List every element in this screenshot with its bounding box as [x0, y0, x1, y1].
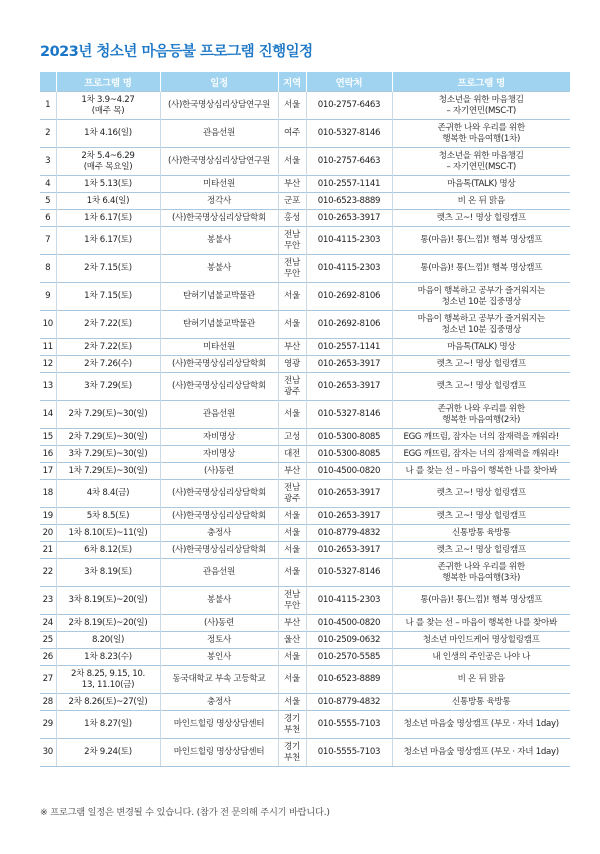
cell-round: 3차 7.29(토) [56, 373, 160, 401]
cell-program: 청소년을 위한 마음챙김 – 자기연민(MSC-T) [392, 92, 570, 120]
cell-round: 6차 8.12(토) [56, 542, 160, 559]
cell-phone: 010-2570-5585 [306, 649, 392, 666]
cell-phone: 010-5300-8085 [306, 429, 392, 446]
cell-round: 1차 7.29(토)~30(일) [56, 463, 160, 480]
cell-no: 17 [40, 463, 56, 480]
cell-no: 26 [40, 649, 56, 666]
column-header-program-name: 프로그램 명 [392, 72, 570, 92]
cell-phone: 010-6523-8889 [306, 193, 392, 210]
cell-organizer: 봉불사 [160, 587, 278, 615]
cell-phone: 010-4500-0820 [306, 615, 392, 632]
cell-region: 서울 [278, 559, 306, 587]
cell-region: 고성 [278, 429, 306, 446]
cell-program: 내 인생의 주인공은 나야 나 [392, 649, 570, 666]
cell-organizer: (사)한국명상심리상담학회 [160, 356, 278, 373]
cell-region: 서울 [278, 401, 306, 429]
cell-organizer: 자비명상 [160, 446, 278, 463]
cell-round: 1차 8.27(일) [56, 711, 160, 739]
cell-phone: 010-4115-2303 [306, 227, 392, 255]
table-row [40, 401, 570, 429]
cell-region: 서울 [278, 694, 306, 711]
cell-program: 청소년 마인드케어 명상힐링캠프 [392, 632, 570, 649]
table-row [40, 176, 570, 193]
cell-organizer: 탄허기념불교박물관 [160, 283, 278, 311]
cell-round: 2차 7.29(토)~30(일) [56, 429, 160, 446]
cell-program: 렛츠 고~! 명상 힐링캠프 [392, 542, 570, 559]
cell-program: 통(마음)! 통(느낌)! 행복 명상캠프 [392, 255, 570, 283]
cell-organizer: 충정사 [160, 525, 278, 542]
cell-round: 1차 6.17(토) [56, 227, 160, 255]
cell-phone: 010-4500-0820 [306, 463, 392, 480]
cell-round: 2차 7.22(토) [56, 339, 160, 356]
cell-region: 여주 [278, 120, 306, 148]
table-row [40, 429, 570, 446]
cell-phone: 010-2653-3917 [306, 542, 392, 559]
cell-region: 전남 무안 [278, 587, 306, 615]
table-row [40, 632, 570, 649]
table-row [40, 615, 570, 632]
cell-phone: 010-5327-8146 [306, 401, 392, 429]
cell-round: 1차 4.16(일) [56, 120, 160, 148]
cell-phone: 010-2557-1141 [306, 176, 392, 193]
cell-region: 홍성 [278, 210, 306, 227]
cell-no: 3 [40, 148, 56, 176]
table-row [40, 739, 570, 767]
cell-round: 2차 7.15(토) [56, 255, 160, 283]
cell-program: 렛츠 고~! 명상 힐링캠프 [392, 508, 570, 525]
cell-round: 3차 7.29(토)~30(일) [56, 446, 160, 463]
cell-phone: 010-5555-7103 [306, 711, 392, 739]
page-title: 2023년 청소년 마음등불 프로그램 진행일정 [40, 44, 313, 60]
cell-region: 대전 [278, 446, 306, 463]
cell-organizer: 봉불사 [160, 255, 278, 283]
cell-no: 27 [40, 666, 56, 694]
cell-organizer: 미타선원 [160, 176, 278, 193]
cell-round: 3차 8.19(토) [56, 559, 160, 587]
cell-organizer: (사)한국명상심리상담학회 [160, 542, 278, 559]
cell-organizer: 충정사 [160, 694, 278, 711]
cell-region: 서울 [278, 649, 306, 666]
cell-region: 울산 [278, 632, 306, 649]
cell-round: 2차 9.24(토) [56, 739, 160, 767]
cell-no: 30 [40, 739, 56, 767]
cell-program: 비 온 뒤 맑음 [392, 666, 570, 694]
cell-no: 16 [40, 446, 56, 463]
cell-phone: 010-2653-3917 [306, 373, 392, 401]
cell-phone: 010-2653-3917 [306, 356, 392, 373]
cell-program: 신통방통 육방통 [392, 525, 570, 542]
table-row [40, 694, 570, 711]
table-row [40, 193, 570, 210]
cell-round: 1차 5.13(토) [56, 176, 160, 193]
cell-no: 5 [40, 193, 56, 210]
cell-organizer: (사)동련 [160, 463, 278, 480]
cell-no: 23 [40, 587, 56, 615]
cell-organizer: 관음선원 [160, 401, 278, 429]
schedule-table [40, 72, 570, 767]
cell-no: 14 [40, 401, 56, 429]
cell-no: 20 [40, 525, 56, 542]
cell-program: EGG 깨뜨림, 잠자는 너의 잠재력을 깨워라! [392, 429, 570, 446]
cell-region: 부산 [278, 339, 306, 356]
cell-region: 부산 [278, 615, 306, 632]
table-row [40, 463, 570, 480]
cell-program: 마음톡(TALK) 명상 [392, 176, 570, 193]
cell-round: 1차 8.23(수) [56, 649, 160, 666]
table-row [40, 373, 570, 401]
cell-organizer: (사)한국명상심리상담연구원 [160, 148, 278, 176]
cell-phone: 010-4115-2303 [306, 587, 392, 615]
cell-organizer: 관음선원 [160, 120, 278, 148]
cell-no: 6 [40, 210, 56, 227]
cell-region: 서울 [278, 311, 306, 339]
cell-no: 19 [40, 508, 56, 525]
table-row [40, 711, 570, 739]
cell-no: 25 [40, 632, 56, 649]
table-row [40, 587, 570, 615]
cell-phone: 010-2653-3917 [306, 210, 392, 227]
cell-round: 2차 8.25, 9.15, 10. 13, 11.10(금) [56, 666, 160, 694]
cell-region: 서울 [278, 92, 306, 120]
cell-organizer: 동국대학교 부속 고등학교 [160, 666, 278, 694]
cell-no: 21 [40, 542, 56, 559]
cell-phone: 010-2757-6463 [306, 148, 392, 176]
cell-program: 통(마음)! 통(느낌)! 행복 명상캠프 [392, 227, 570, 255]
cell-round: 1차 8.10(토)~11(일) [56, 525, 160, 542]
cell-program: 렛츠 고~! 명상 힐링캠프 [392, 373, 570, 401]
cell-organizer: 마인드힐링 명상상담센터 [160, 739, 278, 767]
cell-region: 경기 부천 [278, 711, 306, 739]
cell-phone: 010-2653-3917 [306, 508, 392, 525]
cell-no: 10 [40, 311, 56, 339]
column-header-no [40, 72, 56, 92]
cell-program: 신통방통 육방통 [392, 694, 570, 711]
table-row [40, 120, 570, 148]
cell-phone: 010-2509-0632 [306, 632, 392, 649]
cell-no: 22 [40, 559, 56, 587]
cell-phone: 010-5555-7103 [306, 739, 392, 767]
cell-no: 13 [40, 373, 56, 401]
cell-no: 7 [40, 227, 56, 255]
cell-region: 부산 [278, 463, 306, 480]
column-header-program-round: 프로그램 명 [56, 72, 160, 92]
table-row [40, 339, 570, 356]
cell-region: 서울 [278, 148, 306, 176]
cell-organizer: 관음선원 [160, 559, 278, 587]
cell-phone: 010-2757-6463 [306, 92, 392, 120]
cell-round: 1차 7.15(토) [56, 283, 160, 311]
cell-program: 존귀한 나와 우리를 위한 행복한 마음여행(1차) [392, 120, 570, 148]
cell-round: 2차 7.29(토)~30(일) [56, 401, 160, 429]
cell-round: 3차 8.19(토)~20(일) [56, 587, 160, 615]
table-row [40, 649, 570, 666]
cell-no: 8 [40, 255, 56, 283]
cell-no: 1 [40, 92, 56, 120]
cell-program: 렛츠 고~! 명상 힐링캠프 [392, 480, 570, 508]
cell-phone: 010-5327-8146 [306, 120, 392, 148]
cell-program: 통(마음)! 통(느낌)! 행복 명상캠프 [392, 587, 570, 615]
footnote: ※ 프로그램 일정은 변경될 수 있습니다. (참가 전 문의해 주시기 바랍니다.) [40, 807, 330, 818]
cell-organizer: 탄허기념불교박물관 [160, 311, 278, 339]
table-row [40, 508, 570, 525]
cell-phone: 010-2653-3917 [306, 480, 392, 508]
cell-organizer: 자비명상 [160, 429, 278, 446]
cell-organizer: 봉불사 [160, 227, 278, 255]
cell-organizer: (사)한국명상심리상담연구원 [160, 92, 278, 120]
cell-phone: 010-2557-1141 [306, 339, 392, 356]
cell-program: 렛츠 고~! 명상 힐링캠프 [392, 210, 570, 227]
cell-phone: 010-5327-8146 [306, 559, 392, 587]
cell-round: 1차 3.9~4.27 (매주 목) [56, 92, 160, 120]
cell-program: 나 를 찾는 선 – 마음이 행복한 나를 찾아봐 [392, 463, 570, 480]
cell-region: 전남 광주 [278, 480, 306, 508]
cell-program: 청소년을 위한 마음챙김 – 자기연민(MSC-T) [392, 148, 570, 176]
cell-program: 청소년 마음숲 명상캠프 (부모 · 자녀 1day) [392, 739, 570, 767]
cell-phone: 010-8779-4832 [306, 694, 392, 711]
cell-program: 나 를 찾는 선 – 마음이 행복한 나를 찾아봐 [392, 615, 570, 632]
table-row [40, 559, 570, 587]
cell-round: 2차 5.4~6.29 (매주 목요일) [56, 148, 160, 176]
cell-region: 서울 [278, 542, 306, 559]
cell-round: 1차 6.17(토) [56, 210, 160, 227]
cell-program: 마음이 행복하고 공부가 즐거워지는 청소년 10분 집중명상 [392, 283, 570, 311]
cell-no: 29 [40, 711, 56, 739]
cell-organizer: (사)한국명상심리상담학회 [160, 480, 278, 508]
table-row [40, 255, 570, 283]
cell-no: 11 [40, 339, 56, 356]
cell-no: 24 [40, 615, 56, 632]
cell-no: 2 [40, 120, 56, 148]
cell-no: 9 [40, 283, 56, 311]
cell-round: 2차 7.26(수) [56, 356, 160, 373]
cell-no: 4 [40, 176, 56, 193]
cell-no: 12 [40, 356, 56, 373]
cell-phone: 010-6523-8889 [306, 666, 392, 694]
cell-round: 2차 8.19(토)~20(일) [56, 615, 160, 632]
cell-region: 전남 무안 [278, 227, 306, 255]
cell-program: 존귀한 나와 우리를 위한 행복한 마음여행(2차) [392, 401, 570, 429]
cell-organizer: (사)한국명상심리상담학회 [160, 210, 278, 227]
cell-round: 5차 8.5(토) [56, 508, 160, 525]
cell-round: 8.20(일) [56, 632, 160, 649]
table-body [40, 92, 570, 767]
cell-organizer: 정각사 [160, 193, 278, 210]
table-row [40, 480, 570, 508]
cell-region: 서울 [278, 508, 306, 525]
cell-round: 1차 6.4(일) [56, 193, 160, 210]
cell-phone: 010-5300-8085 [306, 446, 392, 463]
cell-region: 경기 부천 [278, 739, 306, 767]
cell-organizer: 마인드힐링 명상상담센터 [160, 711, 278, 739]
table-row [40, 666, 570, 694]
table-row [40, 92, 570, 120]
cell-phone: 010-2692-8106 [306, 283, 392, 311]
cell-region: 전남 무안 [278, 255, 306, 283]
table-row [40, 283, 570, 311]
cell-organizer: (사)한국명상심리상담학회 [160, 373, 278, 401]
cell-no: 28 [40, 694, 56, 711]
table-row [40, 210, 570, 227]
cell-no: 18 [40, 480, 56, 508]
cell-program: 청소년 마음숲 명상캠프 (부모 · 자녀 1day) [392, 711, 570, 739]
cell-phone: 010-4115-2303 [306, 255, 392, 283]
column-header-region: 지역 [278, 72, 306, 92]
cell-round: 2차 8.26(토)~27(일) [56, 694, 160, 711]
cell-region: 서울 [278, 283, 306, 311]
table-row [40, 356, 570, 373]
cell-program: EGG 깨뜨림, 잠자는 너의 잠재력을 깨워라! [392, 446, 570, 463]
cell-phone: 010-8779-4832 [306, 525, 392, 542]
cell-program: 렛츠 고~! 명상 힐링캠프 [392, 356, 570, 373]
cell-organizer: (사)한국명상심리상담학회 [160, 508, 278, 525]
table-row [40, 525, 570, 542]
cell-organizer: 미타선원 [160, 339, 278, 356]
cell-no: 15 [40, 429, 56, 446]
table-row [40, 148, 570, 176]
cell-region: 서울 [278, 666, 306, 694]
cell-region: 군포 [278, 193, 306, 210]
cell-round: 4차 8.4(금) [56, 480, 160, 508]
cell-program: 존귀한 나와 우리를 위한 행복한 마음여행(3차) [392, 559, 570, 587]
cell-program: 마음이 행복하고 공부가 즐거워지는 청소년 10분 집중명상 [392, 311, 570, 339]
table-row [40, 446, 570, 463]
table-row [40, 311, 570, 339]
cell-organizer: 정토사 [160, 632, 278, 649]
cell-organizer: (사)동련 [160, 615, 278, 632]
table-header-row [40, 72, 570, 92]
cell-program: 비 온 뒤 맑음 [392, 193, 570, 210]
cell-phone: 010-2692-8106 [306, 311, 392, 339]
column-header-contact: 연락처 [306, 72, 392, 92]
table-row [40, 542, 570, 559]
cell-region: 서울 [278, 525, 306, 542]
cell-round: 2차 7.22(토) [56, 311, 160, 339]
table-row [40, 227, 570, 255]
cell-region: 전남 광주 [278, 373, 306, 401]
column-header-schedule: 일정 [160, 72, 278, 92]
cell-program: 마음톡(TALK) 명상 [392, 339, 570, 356]
cell-organizer: 봉인사 [160, 649, 278, 666]
cell-region: 영광 [278, 356, 306, 373]
cell-region: 부산 [278, 176, 306, 193]
